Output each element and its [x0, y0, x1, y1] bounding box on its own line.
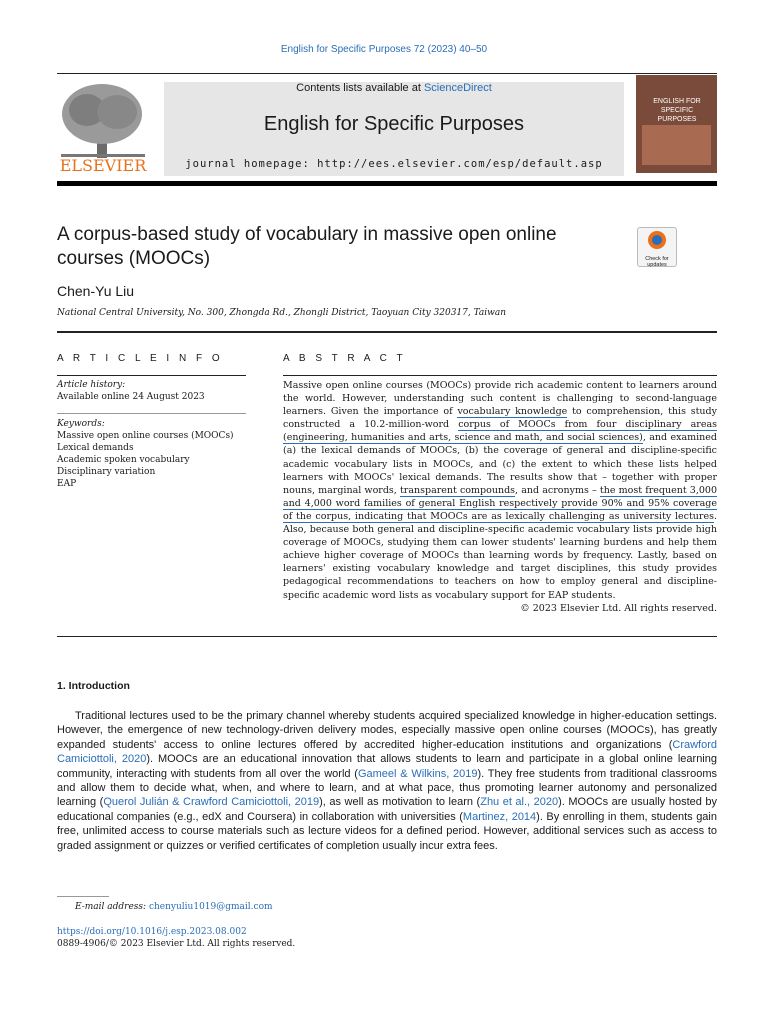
keyword: Massive open online courses (MOOCs): [57, 431, 234, 441]
article-info-rule: [57, 375, 246, 376]
journal-cover: [636, 75, 717, 173]
masthead-rule: [57, 181, 717, 186]
article-title: A corpus-based study of vocabulary in massive open online courses (MOOCs): [57, 224, 557, 269]
abstract-rule: [283, 375, 717, 376]
abstract-heading: A B S T R A C T: [283, 353, 407, 364]
citation-link[interactable]: Gameel & Wilkins, 2019: [357, 767, 478, 780]
citation-link[interactable]: Crawford Camiciottoli, 2020: [57, 738, 717, 766]
abstract-text: Massive open online courses (MOOCs) provide rich academic content to learners around the world. However, understanding such content is challenging to second-language learners. Given the importance of vocabulary knowledge to comprehension, this study constructed a 10.2-million-word corpus of MOOCs from four disciplinary areas (engineering, humanities and arts, science and math, and social sciences), and examined (a) the lexical demands of MOOCs, (b) the coverage of general and discipline-specific academic vocabulary lists in MOOCs, and (c) the extent to which these lists helped learners with MOOCs' lexical demands. The results show that – together with proper nouns, marginal words, transparent compounds, and acronyms – the most frequent 3,000 and 4,000 word families of general English respectively provide 90% and 95% coverage of the corpus, indicating that MOOCs are as lexically challenging as university lectures. Also, because both general and discipline-specific academic vocabulary lists provide high coverage of MOOCs, studying them can lower students' learning burdens and help them achieve higher coverage of MOOCs than learning words by frequency. Lastly, based on learners' existing vocabulary knowledge and target disciplines, this study provides pedagogical recommendations to teachers on how to employ general and discipline-specific academic word lists as vocabulary support for EAP students. © 2023 Elsevier Ltd. All rights reserved.: [283, 380, 717, 614]
journal-title: English for Specific Purposes: [263, 113, 525, 135]
contents-line: Contents lists available at ScienceDirect: [296, 82, 492, 94]
intro-paragraph: Traditional lectures used to be the primary channel whereby students acquired specialized knowledge in higher-education settings. However, the emergence of new technology-driven delivery modes, especially massive open online courses (MOOCs), has greatly expanded students' access to online lectures offered by accredited higher-education institutions and organizations (Crawford Camiciottoli, 2020). MOOCs are an educational innovation that allows students to learn and participate in a global online learning community, interacting with students from all over the world (Gameel & Wilkins, 2019). They free students from traditional classrooms and allow them to decide what, when, and where to learn, and at what pace, thus promoting learner autonomy and personalized learning (Querol Julián & Crawford Camiciottoli, 2019), as well as motivation to learn (Zhu et al., 2020). MOOCs are usually hosted by educational companies (e.g., edX and Coursera) in collaboration with universities (Martinez, 2014). By enrolling in them, students gain free, unlimited access to course materials such as lecture videos for a defined period. However, additional services such as access to graded assignment or quizzes or verified certificates of completion usually incur extra fees.: [57, 710, 718, 852]
doi-link[interactable]: https://doi.org/10.1016/j.esp.2023.08.002: [57, 927, 247, 937]
header-rule: [57, 331, 717, 333]
copyright: © 2023 Elsevier Ltd. All rights reserved.: [520, 602, 717, 614]
sciencedirect-link[interactable]: ScienceDirect: [423, 82, 492, 94]
keywords-rule: [57, 413, 246, 414]
top-rule: [57, 73, 717, 74]
citation-link[interactable]: Zhu et al., 2020: [480, 796, 559, 809]
affiliation: National Central University, No. 300, Zhongda Rd., Zhongli District, Taoyuan City 320317, Taiwan: [57, 308, 507, 318]
abstract-bottom-rule: [57, 636, 717, 637]
section-heading: 1. Introduction: [57, 680, 130, 692]
check-updates-icon: [638, 228, 676, 252]
cover-title: ENGLISH FOR SPECIFIC PURPOSES: [653, 98, 701, 123]
highlight: the most frequent 3,000 and 4,000 word families of general English respectively provide 90% and 95% coverage of the corpus, indicating that MOOCs are as lexically challenging as university lectures: [283, 484, 717, 522]
highlight: transparent compounds: [399, 484, 516, 496]
history-label: Article history:: [57, 380, 126, 390]
cover-art: [642, 125, 711, 165]
keyword: EAP: [57, 479, 77, 489]
masthead: [164, 82, 624, 176]
check-for-updates-button[interactable]: [637, 227, 677, 267]
keywords-block: [57, 418, 246, 490]
running-head[interactable]: English for Specific Purposes 72 (2023) 40–50: [280, 44, 488, 55]
keyword: Lexical demands: [57, 443, 134, 453]
history-value: Available online 24 August 2023: [57, 392, 205, 402]
article-history: [57, 379, 246, 403]
keywords-label: Keywords:: [57, 419, 105, 429]
highlight: vocabulary knowledge: [457, 406, 568, 418]
author-name: Chen-Yu Liu: [57, 283, 135, 299]
footnote-rule: [57, 896, 109, 897]
elsevier-logo: [57, 82, 149, 176]
email-link[interactable]: chenyuliu1019@gmail.com: [148, 902, 273, 912]
journal-homepage[interactable]: journal homepage: http://ees.elsevier.com/esp/default.asp: [185, 158, 603, 170]
check-updates-label: Check for updates: [645, 256, 669, 268]
publisher-logo-text: ELSEVIER: [59, 156, 147, 175]
article-info-heading: A R T I C L E I N F O: [57, 353, 224, 364]
email-footnote: E-mail address: chenyuliu1019@gmail.com: [75, 902, 273, 912]
issn-line: 0889-4906/© 2023 Elsevier Ltd. All rights reserved.: [57, 939, 296, 949]
keyword: Disciplinary variation: [57, 467, 156, 477]
citation-link[interactable]: Martinez, 2014: [462, 810, 537, 823]
citation-link[interactable]: Querol Julián & Crawford Camiciottoli, 2019: [103, 796, 320, 809]
keyword: Academic spoken vocabulary: [57, 455, 190, 465]
highlight: corpus of MOOCs from four disciplinary areas (engineering, humanities and arts, science and math, and social sciences): [283, 419, 717, 444]
